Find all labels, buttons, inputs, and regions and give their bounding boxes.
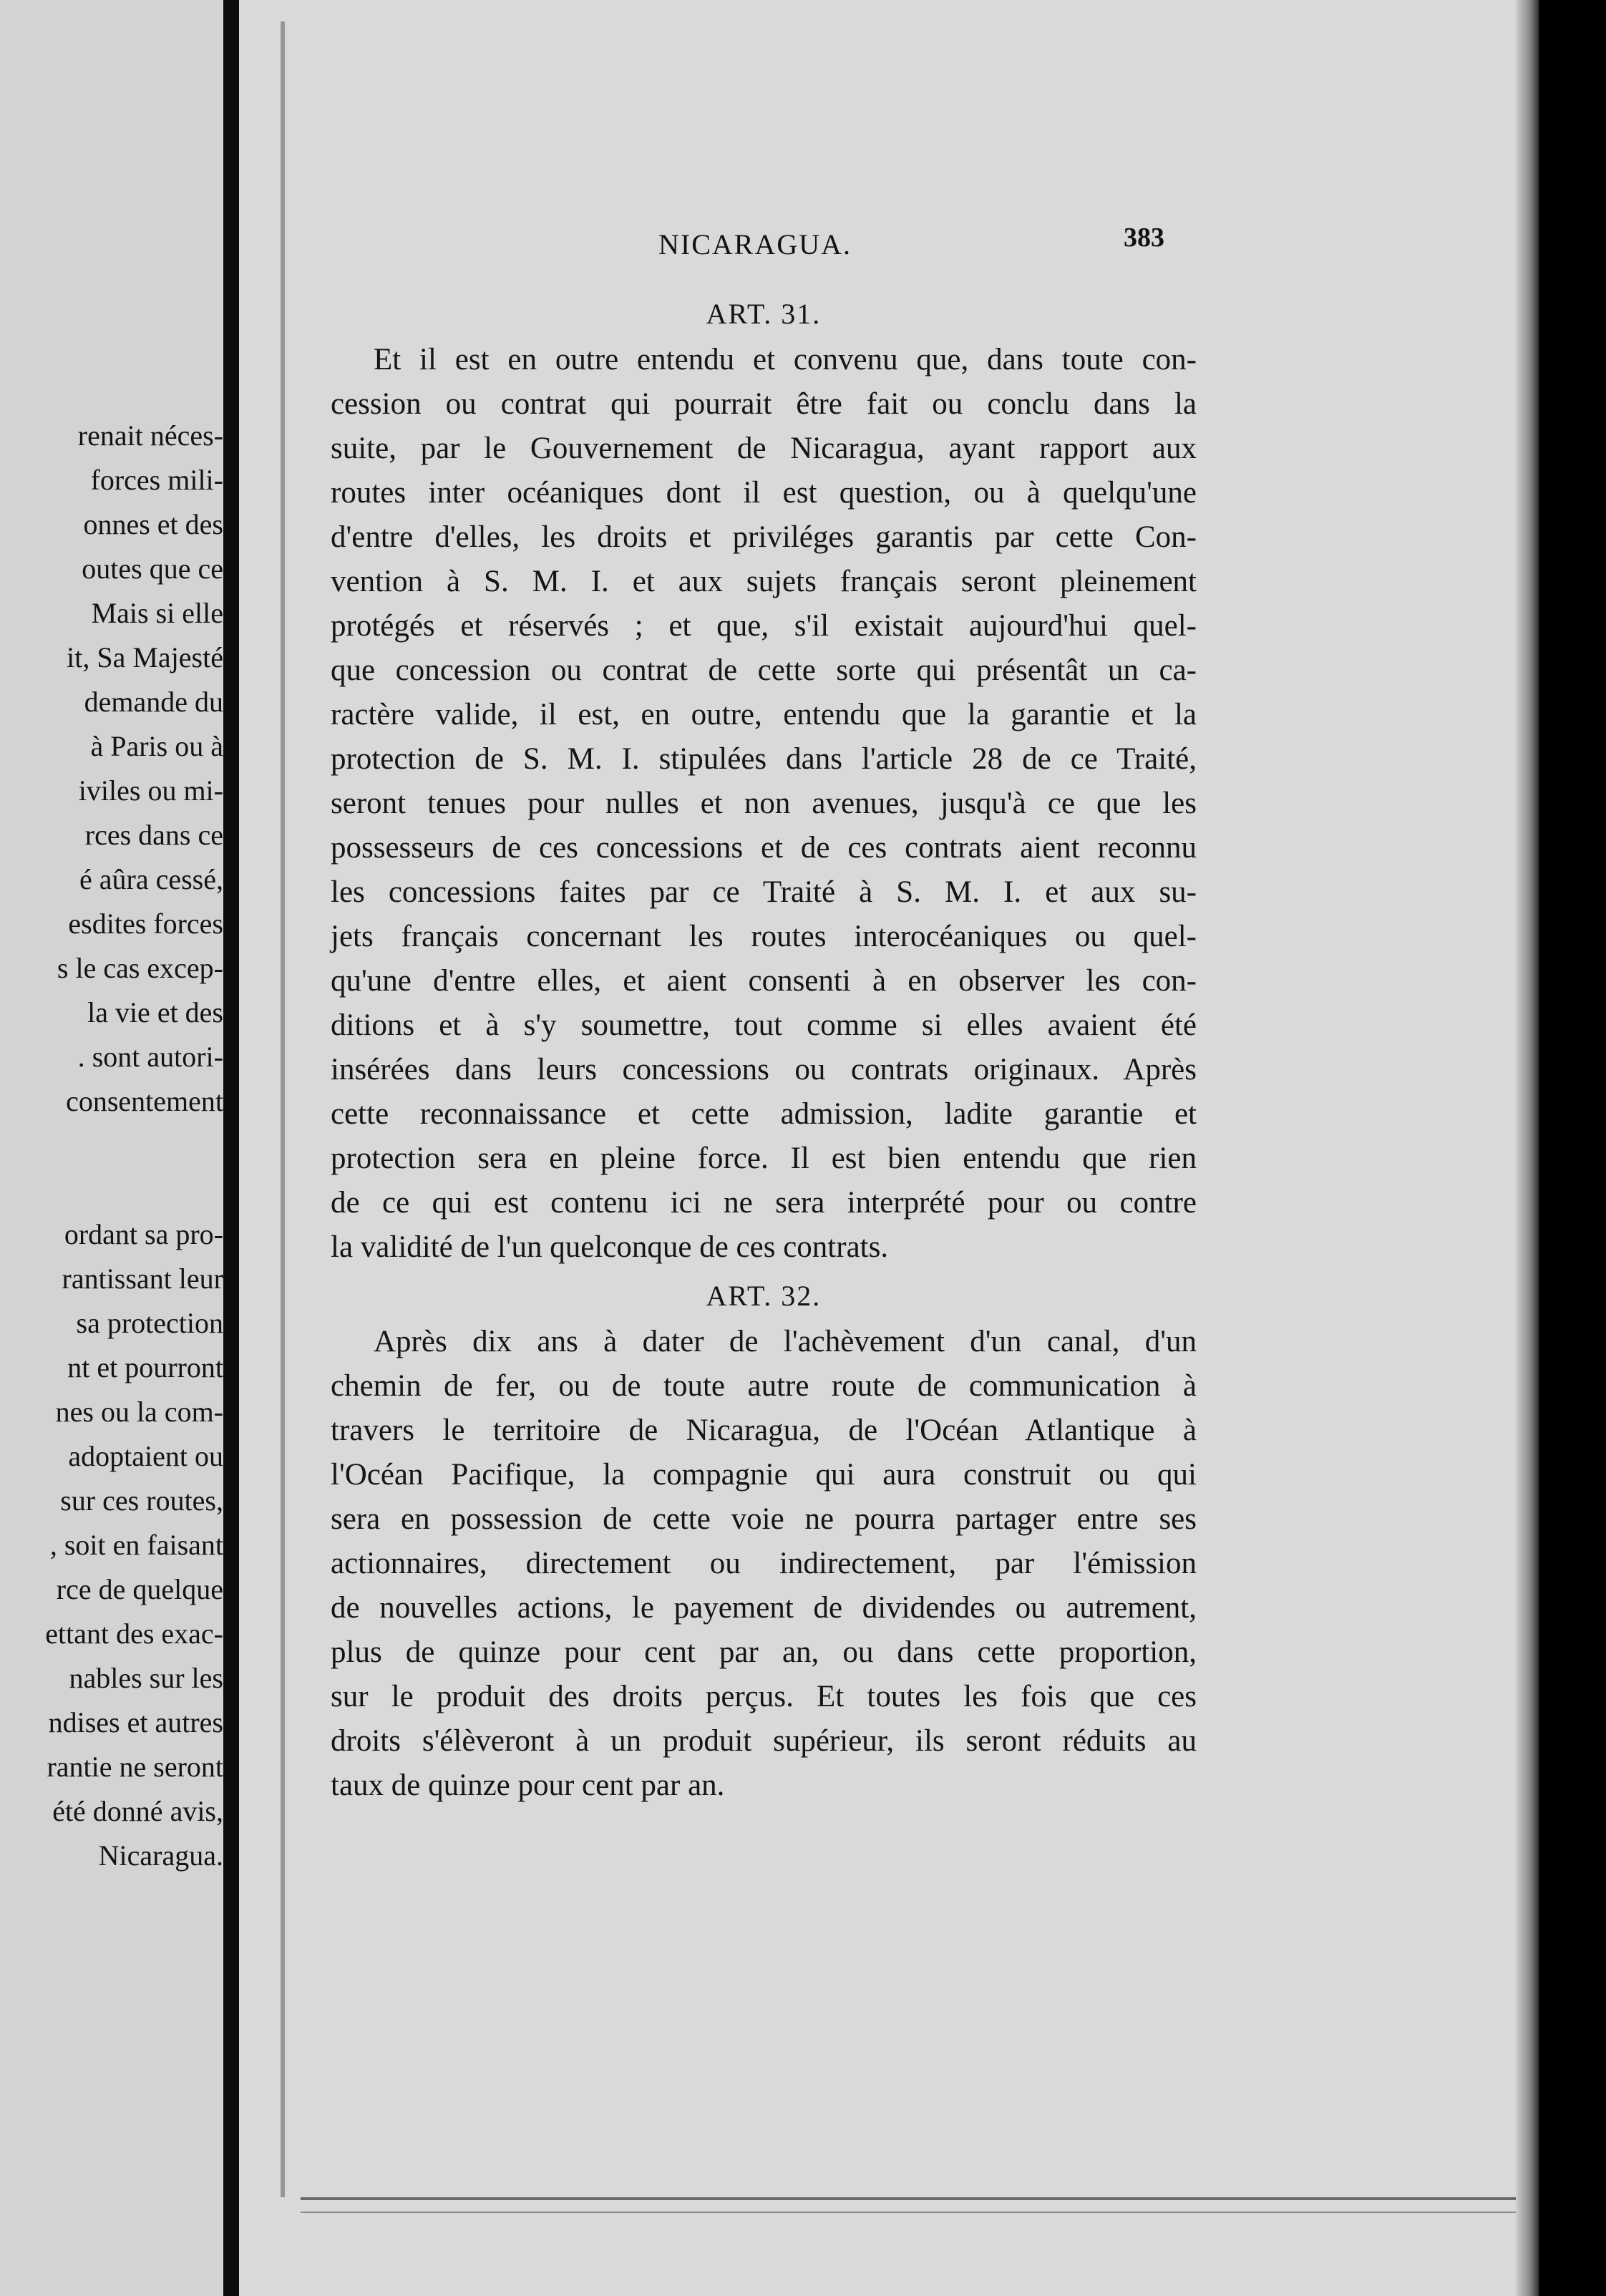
text-line: demande du [84,686,223,718]
text-line: jets français concernant les routes interocéaniques ou quel- [331,920,1197,953]
text-line: qu'une d'entre elles, et aient consenti à en observer les con- [331,964,1197,998]
text-line: protection sera en pleine force. Il est bien entendu que rien [331,1142,1197,1175]
text-line: Mais si elle [91,597,223,629]
text-line: ettant des exac- [45,1618,223,1650]
text-line: cession ou contrat qui pourrait être fait ou conclu dans la [331,387,1197,421]
text-line: d'entre d'elles, les droits et priviléges garantis par cette Con- [331,520,1197,554]
text-line: la vie et des [87,996,223,1028]
article-31-text [331,338,1197,1270]
text-line: protection de S. M. I. stipulées dans l'article 28 de ce Traité, [331,742,1197,776]
line-gap [0,1124,223,1212]
text-line: rantie ne seront [47,1751,223,1783]
text-line: esdites forces [68,908,223,940]
text-line: consentement [66,1085,223,1117]
text-line: nt et pourront [67,1351,223,1383]
text-line: plus de quinze pour cent par an, ou dans cette proportion, [331,1635,1197,1669]
text-line: ractère valide, il est, en outre, entendu que la garantie et la [331,698,1197,731]
text-line: chemin de fer, ou de toute autre route de communication à [331,1369,1197,1403]
text-line: sur ces routes, [60,1484,223,1517]
text-line: actionnaires, directement ou indirectement, par l'émission [331,1547,1197,1580]
text-line: renait néces- [77,419,223,452]
text-line: de nouvelles actions, le payement de dividendes ou autrement, [331,1591,1197,1625]
text-line: sa protection [76,1307,223,1339]
text-line: possesseurs de ces concessions et de ces contrats aient reconnu [331,831,1197,865]
text-line: été donné avis, [52,1795,223,1827]
left-page-text [0,414,223,1878]
article-32-text [331,1320,1197,1808]
text-line: à Paris ou à [90,730,223,762]
text-line: taux de quinze pour cent par an. [331,1769,725,1802]
text-line: rantissant leur [62,1263,223,1295]
text-line: de ce qui est contenu ici ne sera interprété pour ou contre [331,1186,1197,1220]
text-line: rces dans ce [84,819,223,851]
left-page-fragment [0,0,223,2296]
text-line: onnes et des [83,508,223,540]
gutter-shadow [223,0,239,2296]
text-line: routes inter océaniques dont il est question, ou à quelqu'une [331,476,1197,510]
text-line: insérées dans leurs concessions ou contrats originaux. Après [331,1053,1197,1086]
text-line: travers le territoire de Nicaragua, de l'Océan Atlantique à [331,1414,1197,1447]
text-line: ordant sa pro- [64,1218,223,1250]
text-line: é aûra cessé, [79,863,223,895]
bottom-rule-secondary [301,2212,1517,2213]
text-line: sera en possession de cette voie ne pourra partager entre ses [331,1502,1197,1536]
page-edge-shadow [1516,0,1539,2296]
text-line: que concession ou contrat de cette sorte qui présentât un ca- [331,653,1197,687]
text-line: it, Sa Majesté [67,641,223,673]
scan-border [1539,0,1606,2296]
text-line: la validité de l'un quelconque de ces contrats. [331,1230,889,1264]
text-line: adoptaient ou [68,1440,223,1472]
text-line: rce de quelque [56,1573,223,1605]
text-line: nables sur les [69,1662,223,1694]
text-line: sur le produit des droits perçus. Et toutes les fois que ces [331,1680,1197,1713]
article-31-heading: ART. 31. [706,298,822,330]
text-line: ndises et autres [48,1706,223,1738]
text-line: nes ou la com- [55,1396,223,1428]
page-number: 383 [1124,223,1164,253]
text-line: iviles ou mi- [78,774,223,807]
bottom-rule [301,2197,1517,2200]
text-line: outes que ce [82,553,223,585]
text-line: l'Océan Pacifique, la compagnie qui aura construit ou qui [331,1458,1197,1492]
text-line: Et il est en outre entendu et convenu que, dans toute con- [374,343,1197,376]
text-line: ditions et à s'y soumettre, tout comme si elles avaient été [331,1008,1197,1042]
text-line: Après dix ans à dater de l'achèvement d'un canal, d'un [374,1325,1197,1358]
text-line: droits s'élèveront à un produit supérieur, ils seront réduits au [331,1724,1197,1758]
running-head: NICARAGUA. [658,228,852,261]
text-line: forces mili- [90,464,223,496]
text-line: les concessions faites par ce Traité à S. M. I. et aux su- [331,875,1197,909]
page-fold-line [281,21,285,2197]
text-line: protégés et réservés ; et que, s'il existait aujourd'hui quel- [331,609,1197,643]
article-32-heading: ART. 32. [706,1280,822,1312]
text-line: Nicaragua. [98,1839,223,1872]
text-line: seront tenues pour nulles et non avenues, jusqu'à ce que les [331,787,1197,820]
text-line: suite, par le Gouvernement de Nicaragua, ayant rapport aux [331,432,1197,465]
text-line: . sont autori- [77,1041,223,1073]
text-line: s le cas excep- [57,952,223,984]
text-line: , soit en faisant [49,1529,223,1561]
page-body [331,292,1197,1808]
text-line: vention à S. M. I. et aux sujets français seront pleinement [331,565,1197,598]
text-line: cette reconnaissance et cette admission, ladite garantie et [331,1097,1197,1131]
